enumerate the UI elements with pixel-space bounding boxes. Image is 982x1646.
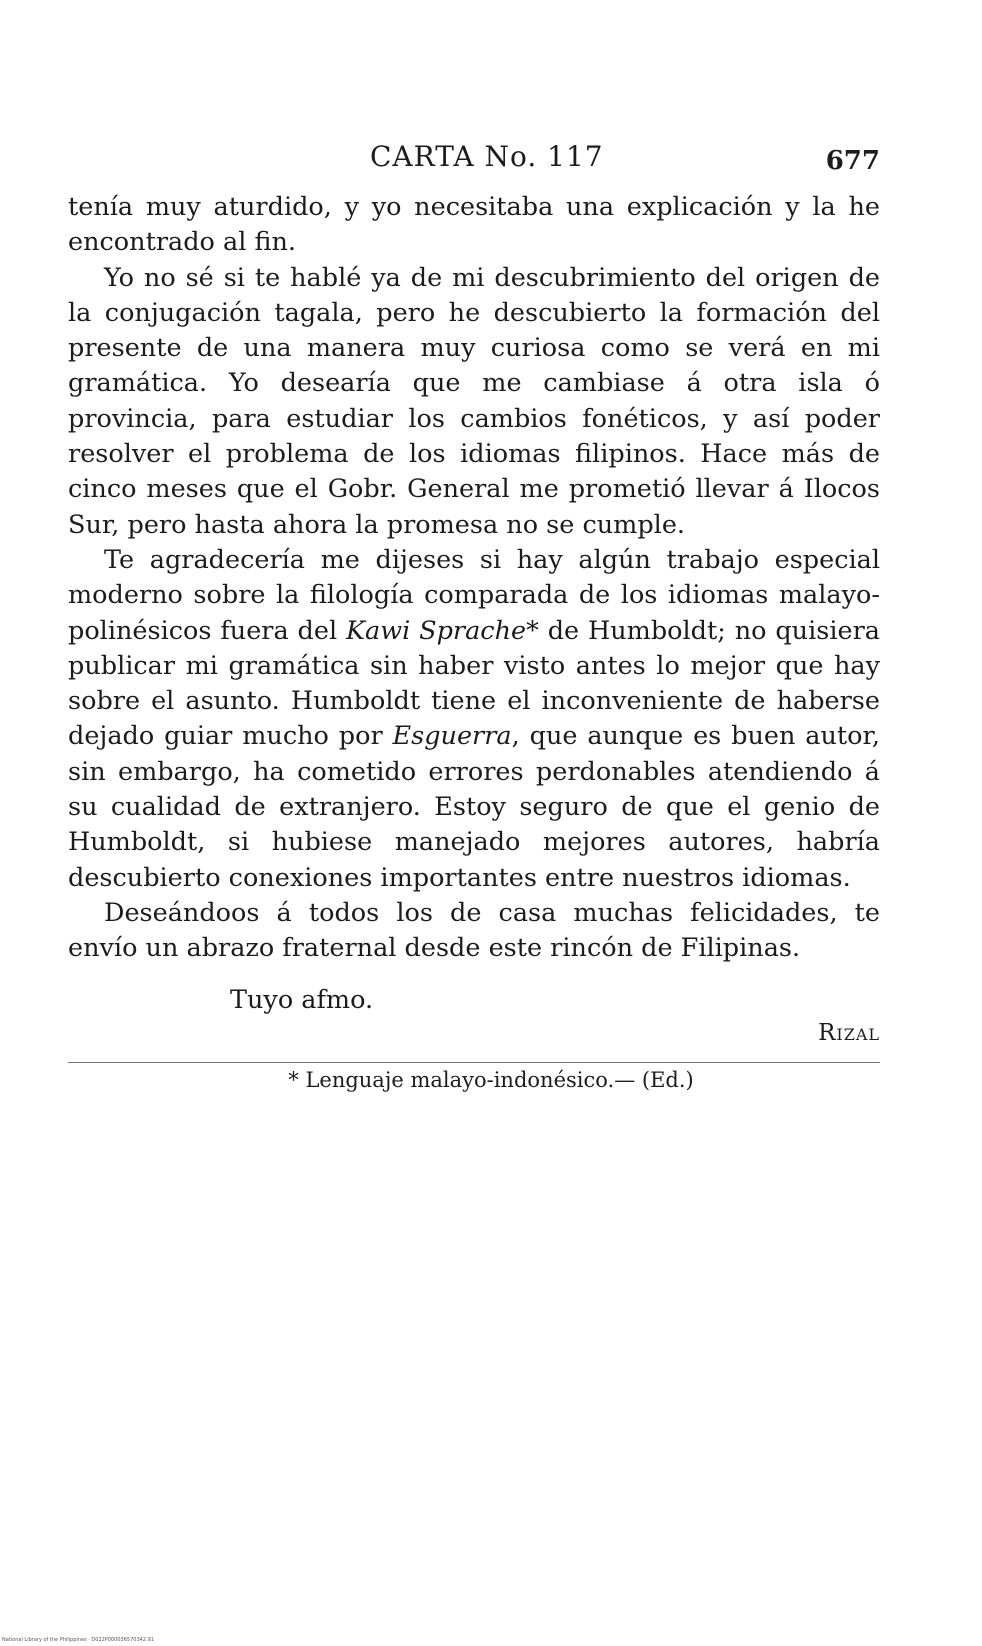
paragraph-continuation: tenía muy aturdido, y yo necesitaba una explicación y la he encontrado al fin. [68, 192, 880, 258]
esguerra-name: Esguerra [392, 721, 512, 752]
letter-body [68, 190, 880, 967]
paragraph-philology-part-c: , que aunque es buen autor, sin embargo, ha cometido errores perdonables atendiendo á su cualidad de extranjero. Estoy seguro de que el genio de Humboldt, si hubiese manejado mejores autores, habría descubierto conexiones importantes entre nuestros idiomas. [68, 721, 880, 893]
signature: Rizal [818, 1020, 880, 1046]
kawi-sprache-title: Kawi Sprache [346, 615, 527, 646]
paragraph-philology-part-a: Te agradecería me dijeses si hay algún trabajo especial moderno sobre la filología comparada de los idiomas malayo-polinésicos fuera del [68, 544, 880, 646]
footnote: * Lenguaje malayo-indonésico.— (Ed.) [288, 1068, 694, 1092]
page-number: 677 [825, 146, 880, 176]
closing-salutation: Tuyo afmo. [230, 985, 374, 1015]
paragraph-conjugation: Yo no sé si te hablé ya de mi descubrimiento del origen de la conjugación tagala, pero he descubierto la formación del presente de una manera muy curiosa como se verá en mi gramática. Yo desearía que me cambiase á otra isla ó provincia, para estudiar los cambios fonéticos, y así poder resolver el problema de los idiomas filipinos. Hace más de cinco meses que el Gobr. General me prometió llevar á Ilocos Sur, pero hasta ahora la promesa no se cumple. [68, 262, 880, 540]
paragraph-philology [68, 543, 880, 896]
paragraph-farewell: Deseándoos á todos los de casa muchas felicidades, te envío un abrazo fraternal desde este rincón de Filipinas. [68, 897, 880, 964]
paragraph-philology-part-b: * de Humboldt; no quisiera publicar mi gramática sin haber visto antes lo mejor que hay sobre el asunto. Humboldt tiene el inconveniente de haberse dejado guiar mucho por [68, 615, 880, 752]
letter-title: CARTA No. 117 [370, 140, 604, 173]
footnote-divider [68, 1062, 880, 1063]
page-header [70, 140, 880, 180]
library-credit: National Library of the Philippines · D022P000036570342.91 [2, 1637, 154, 1643]
